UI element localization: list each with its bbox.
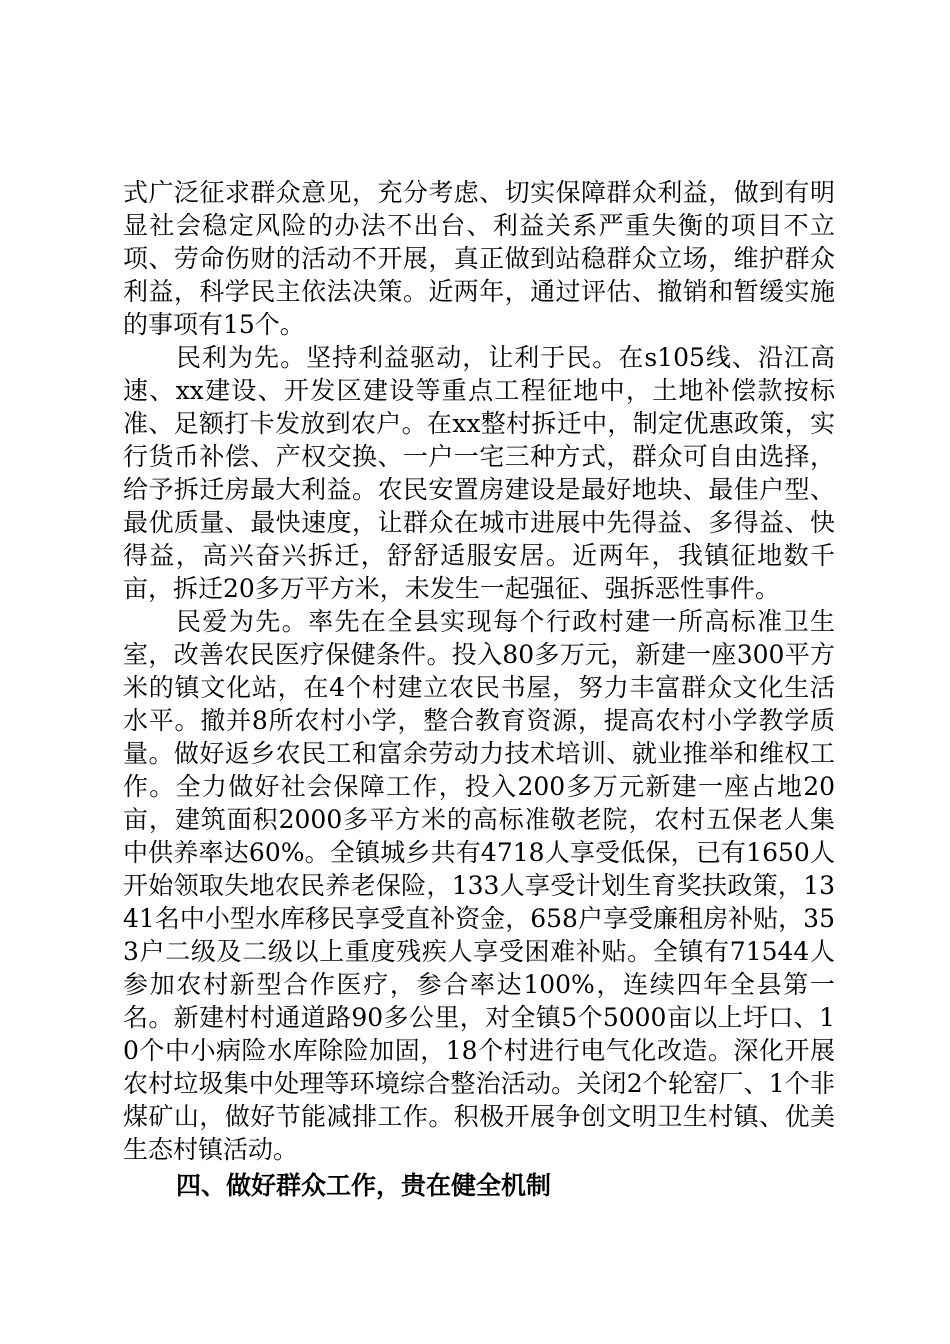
paragraph-minli: 民利为先。坚持利益驱动，让利于民。在s105线、沿江高速、xx建设、开发区建设等重点工程征地中，土地补偿款按标准、足额打卡发放到农户。在xx整村拆迁中，制定优惠政策，实行货币补偿、产权交换、一户一宅三种方式，群众可自由选择，给予拆迁房最大利益。农民安置房建设是最好地块、最佳户型、最优质量、最快速度，让群众在城市进展中先得益、多得益、快得益，高兴奋兴拆迁，舒舒适服安居。近两年，我镇征地数千亩，拆迁20多万平方米，未发生一起强征、强拆恶性事件。 xyxy=(123,343,835,603)
paragraph-minai: 民爱为先。率先在全县实现每个行政村建一所高标准卫生室，改善农民医疗保健条件。投入80多万元，新建一座300平方米的镇文化站，在4个村建立农民书屋，努力丰富群众文化生活水平。撤并8所农村小学，整合教育资源，提高农村小学教学质量。做好返乡农民工和富余劳动力技术培训、就业推举和维权工作。全力做好社会保障工作，投入200多万元新建一座占地20亩，建筑面积2000多平方米的高标准敬老院，农村五保老人集中供养率达60%。全镇城乡共有4718人享受低保，已有1650人开始领取失地农民养老保险，133人享受计划生育奖扶政策，1341名中小型水库移民享受直补资金，658户享受廉租房补贴，353户二级及二级以上重度残疾人享受困难补贴。全镇有71544人参加农村新型合作医疗，参合率达100%，连续四年全县第一名。新建村村通道路90多公里，对全镇5个5000亩以上圩口、10个中小病险水库除险加固，18个村进行电气化改造。深化开展农村垃圾集中处理等环境综合整治活动。关闭2个轮窑厂、1个非煤矿山，做好节能减排工作。积极开展争创文明卫生村镇、优美生态村镇活动。 xyxy=(123,607,835,1164)
paragraph-continuation: 式广泛征求群众意见，充分考虑、切实保障群众利益，做到有明显社会稳定风险的办法不出台、利益关系严重失衡的项目不立项、劳命伤财的活动不开展，真正做到站稳群众立场，维护群众利益，科学民主依法决策。近两年，通过评估、撤销和暂缓实施的事项有15个。 xyxy=(123,178,835,339)
document-body xyxy=(123,176,835,1206)
section-heading: 四、做好群众工作，贵在健全机制 xyxy=(176,1171,552,1200)
